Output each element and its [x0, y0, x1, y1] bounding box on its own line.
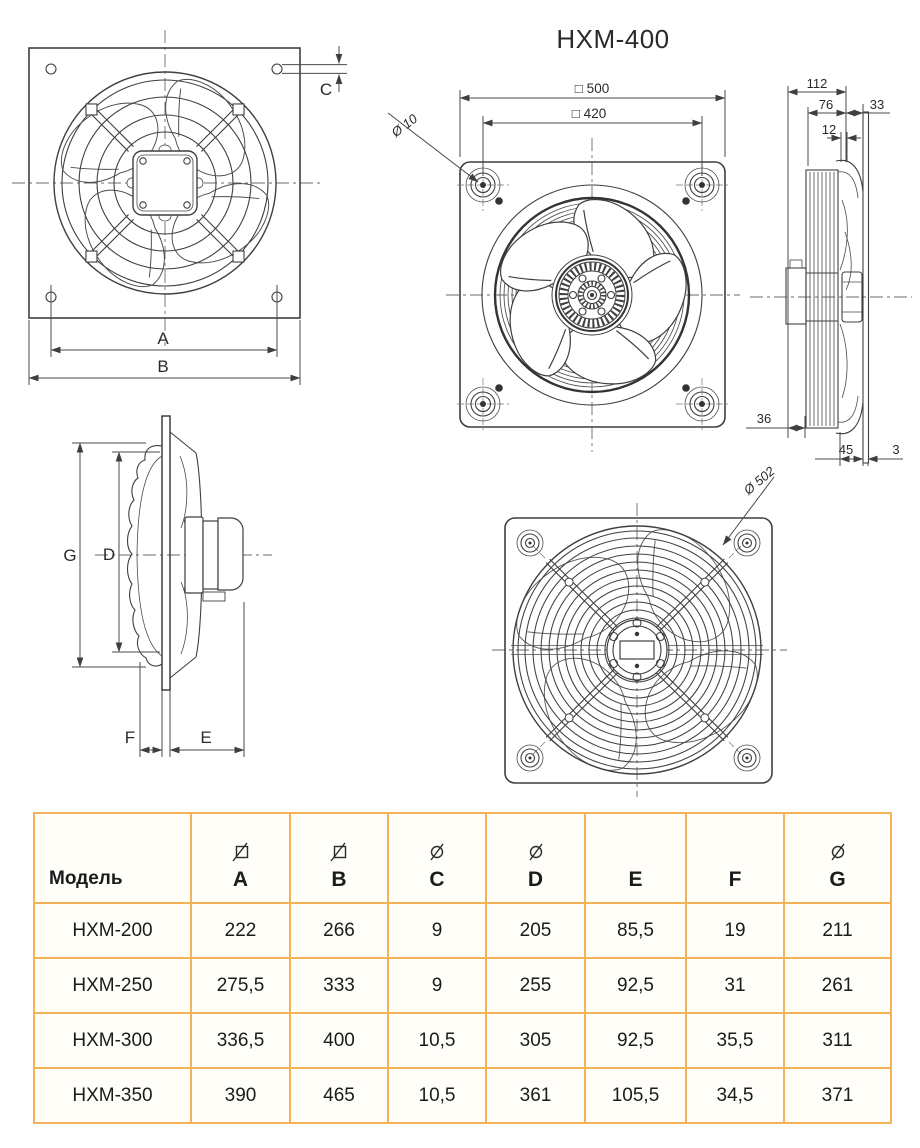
page-title: HXM-400 — [556, 24, 670, 54]
value-cell: 92,5 — [585, 1013, 686, 1068]
model-name-cell: HXM-250 — [34, 958, 191, 1013]
dim-label-e: E — [200, 728, 212, 747]
table-header-row — [34, 813, 891, 903]
model-name-cell: HXM-300 — [34, 1013, 191, 1068]
dimension-c — [282, 46, 347, 99]
value-cell: 266 — [290, 903, 388, 958]
dim-label-12: 12 — [821, 122, 837, 137]
rear-hub — [607, 619, 667, 681]
header-letter: G — [829, 868, 846, 891]
model-name-cell: HXM-350 — [34, 1068, 191, 1123]
header-col-g — [784, 813, 891, 903]
dim-label-b: B — [157, 357, 169, 376]
header-col-b — [290, 813, 388, 903]
diameter-icon — [829, 838, 847, 862]
header-letter: B — [331, 868, 347, 891]
diameter-icon — [527, 838, 545, 862]
dim-label-36: 36 — [756, 411, 772, 426]
value-cell: 275,5 — [191, 958, 290, 1013]
dim-label-112: 112 — [806, 76, 828, 91]
table-row — [34, 1013, 891, 1068]
header-letter: C — [429, 868, 445, 891]
dim-label-45: 45 — [838, 442, 854, 457]
dimensions-table — [33, 812, 890, 1124]
value-cell: 19 — [686, 903, 784, 958]
dim-label-3: 3 — [892, 442, 900, 457]
header-model — [34, 813, 191, 903]
square-dim-icon — [232, 838, 250, 862]
value-cell: 333 — [290, 958, 388, 1013]
value-cell: 390 — [191, 1068, 290, 1123]
value-cell: 336,5 — [191, 1013, 290, 1068]
table-row — [34, 903, 891, 958]
side-view-profile — [746, 76, 912, 466]
value-cell: 255 — [486, 958, 585, 1013]
value-cell: 85,5 — [585, 903, 686, 958]
diameter-icon — [428, 838, 446, 862]
value-cell: 9 — [388, 958, 486, 1013]
header-letter: A — [232, 868, 249, 891]
dim-label-a: A — [157, 329, 169, 348]
dimension-f-e — [125, 602, 244, 757]
value-cell: 465 — [290, 1068, 388, 1123]
value-cell: 10,5 — [388, 1013, 486, 1068]
value-cell: 205 — [486, 903, 585, 958]
header-col-c — [388, 813, 486, 903]
dim-label-500: □ 500 — [574, 81, 610, 96]
side-view-guard — [63, 416, 272, 757]
dim-label-420: □ 420 — [571, 106, 607, 121]
value-cell: 222 — [191, 903, 290, 958]
wall-plate-edge — [863, 112, 869, 463]
dimension-bolt-square — [483, 106, 702, 176]
value-cell: 400 — [290, 1013, 388, 1068]
dim-label-o10: Ø 10 — [388, 110, 421, 140]
front-view-simple — [12, 30, 347, 385]
rear-view-guard — [492, 463, 787, 797]
value-cell: 211 — [784, 903, 891, 958]
dim-label-d: D — [102, 545, 116, 564]
value-cell: 261 — [784, 958, 891, 1013]
header-col-a — [191, 813, 290, 903]
dim-label-33: 33 — [869, 97, 885, 112]
front-view-hxm400 — [388, 24, 740, 452]
value-cell: 35,5 — [686, 1013, 784, 1068]
guard-dome — [128, 446, 163, 666]
value-cell: 9 — [388, 903, 486, 958]
value-cell: 10,5 — [388, 1068, 486, 1123]
value-cell: 34,5 — [686, 1068, 784, 1123]
dim-label-76: 76 — [818, 97, 834, 112]
value-cell: 31 — [686, 958, 784, 1013]
header-letter: F — [728, 868, 742, 891]
value-cell: 92,5 — [585, 958, 686, 1013]
table-row — [34, 1068, 891, 1123]
plate-edge — [162, 416, 170, 690]
header-letter: E — [628, 868, 643, 891]
side-dimensions-top — [788, 76, 890, 438]
value-cell: 311 — [784, 1013, 891, 1068]
header-col-f — [686, 813, 784, 903]
guard-block — [806, 170, 838, 428]
header-model-label: Модель — [49, 868, 123, 889]
header-letter: D — [527, 868, 544, 891]
motor-body — [185, 517, 243, 601]
dimension-a — [51, 285, 277, 357]
dim-label-o502: Ø 502 — [740, 463, 778, 498]
side-dimensions-bottom — [746, 411, 903, 466]
header-col-e — [585, 813, 686, 903]
impeller-hub — [552, 255, 632, 335]
value-cell: 361 — [486, 1068, 585, 1123]
terminal-box — [786, 260, 806, 324]
dimension-d — [103, 452, 160, 652]
value-cell: 305 — [486, 1013, 585, 1068]
dim-label-f: F — [124, 728, 136, 747]
value-cell: 371 — [784, 1068, 891, 1123]
motor-hub — [127, 145, 203, 221]
dim-label-c: C — [319, 80, 333, 99]
value-cell: 105,5 — [585, 1068, 686, 1123]
header-col-d — [486, 813, 585, 903]
square-dim-icon — [330, 838, 348, 862]
model-name-cell: HXM-200 — [34, 903, 191, 958]
dimension-hole-diameter — [388, 110, 478, 182]
dim-label-g: G — [63, 546, 77, 565]
dimension-guard-diameter — [723, 463, 778, 545]
table-row — [34, 958, 891, 1013]
